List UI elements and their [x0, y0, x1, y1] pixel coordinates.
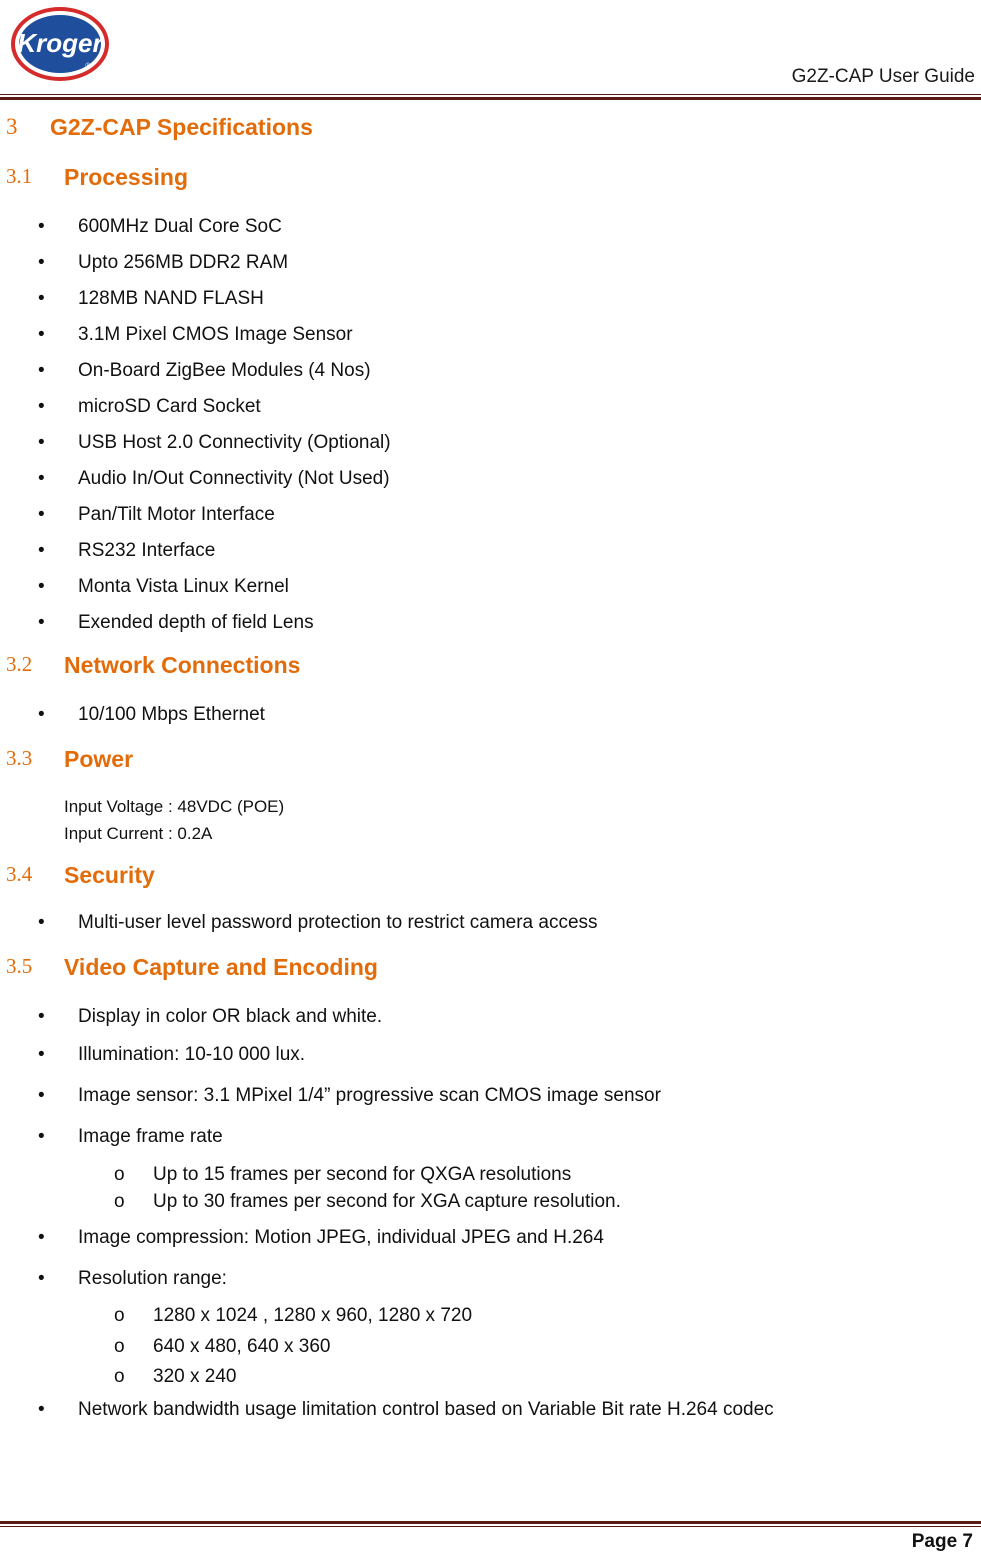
logo-text: Kroger — [17, 28, 103, 58]
section-3-3-heading: 3.3 Power — [6, 746, 134, 772]
section-3-1-heading: 3.1 Processing — [6, 164, 188, 190]
page-number: Page 7 — [911, 1531, 973, 1552]
section-3-4-heading: 3.4 Security — [6, 862, 155, 888]
header-rule — [0, 94, 981, 100]
kroger-logo — [8, 4, 112, 84]
section-3-2-heading: 3.2 Network Connections — [6, 652, 301, 678]
footer-rule — [0, 1521, 981, 1527]
document-title: G2Z-CAP User Guide — [791, 66, 975, 87]
svg-text:®: ® — [85, 63, 91, 70]
section-3-5-heading: 3.5 Video Capture and Encoding — [6, 954, 378, 980]
input-voltage: Input Voltage : 48VDC (POE) — [64, 797, 285, 816]
input-current: Input Current : 0.2A — [64, 824, 213, 843]
